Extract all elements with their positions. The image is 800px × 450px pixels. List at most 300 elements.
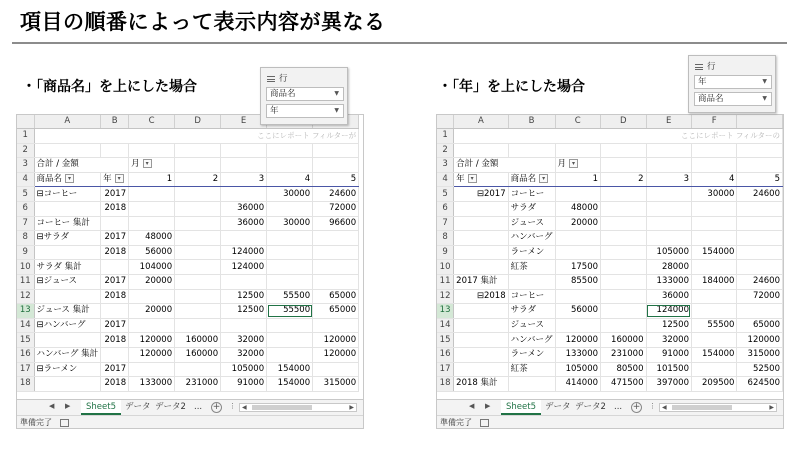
- value-cell[interactable]: 56000: [129, 245, 175, 260]
- value-cell[interactable]: [691, 289, 736, 304]
- value-cell[interactable]: 209500: [691, 377, 736, 392]
- value-cell[interactable]: [129, 216, 175, 231]
- rows-field-item[interactable]: 商品名 ▼: [266, 87, 344, 101]
- value-cell[interactable]: [313, 362, 359, 377]
- cell[interactable]: [221, 158, 267, 173]
- value-cell[interactable]: 184000: [691, 274, 736, 289]
- rows-field-item[interactable]: 年 ▼: [266, 104, 344, 118]
- row-label-cell[interactable]: サラダ: [508, 201, 555, 216]
- row-label-cell[interactable]: [454, 216, 508, 231]
- cell[interactable]: [691, 143, 736, 158]
- row-header[interactable]: 4: [437, 172, 454, 187]
- value-cell[interactable]: [129, 289, 175, 304]
- row-header[interactable]: 3: [437, 158, 454, 173]
- value-cell[interactable]: 154000: [691, 245, 736, 260]
- row-label-cell[interactable]: 2018: [101, 289, 129, 304]
- value-cell[interactable]: 471500: [601, 377, 646, 392]
- value-cell[interactable]: [646, 187, 691, 202]
- value-cell[interactable]: 414000: [555, 377, 600, 392]
- sheet-tab[interactable]: データ2: [575, 402, 606, 412]
- value-cell[interactable]: 36000: [221, 216, 267, 231]
- row-label-cell[interactable]: 2018 集計: [454, 377, 508, 392]
- month-header[interactable]: 4: [267, 172, 313, 187]
- scroll-left-icon[interactable]: ◀: [242, 404, 247, 411]
- row-field-header[interactable]: 年 ▾: [101, 172, 129, 187]
- filter-dropdown-icon[interactable]: ▾: [115, 174, 124, 183]
- month-header[interactable]: 2: [175, 172, 221, 187]
- row-header[interactable]: 1: [437, 129, 454, 144]
- column-header[interactable]: [737, 115, 783, 129]
- column-header[interactable]: B: [508, 115, 555, 129]
- row-label-cell[interactable]: 2018: [101, 245, 129, 260]
- cell[interactable]: [267, 158, 313, 173]
- tab-scroll-right-icon[interactable]: ▶: [485, 402, 491, 410]
- value-cell[interactable]: [129, 362, 175, 377]
- row-header[interactable]: 12: [437, 289, 454, 304]
- value-cell[interactable]: 154000: [267, 377, 313, 392]
- row-label-cell[interactable]: [454, 362, 508, 377]
- row-label-cell[interactable]: ジュース 集計: [34, 304, 101, 319]
- rows-field-item[interactable]: 商品名 ▼: [694, 92, 772, 106]
- value-cell[interactable]: 124000: [221, 260, 267, 275]
- month-header[interactable]: 1: [129, 172, 175, 187]
- select-all-corner[interactable]: [437, 115, 454, 129]
- value-cell[interactable]: [175, 187, 221, 202]
- column-header[interactable]: E: [221, 115, 267, 129]
- value-cell[interactable]: 315000: [737, 347, 783, 362]
- value-cell[interactable]: 120000: [313, 333, 359, 348]
- row-header[interactable]: 15: [437, 333, 454, 348]
- row-header[interactable]: 13: [17, 304, 34, 319]
- value-cell[interactable]: 80500: [601, 362, 646, 377]
- value-cell[interactable]: [691, 333, 736, 348]
- row-header[interactable]: 9: [17, 245, 34, 260]
- value-cell[interactable]: 96600: [313, 216, 359, 231]
- value-cell[interactable]: [175, 260, 221, 275]
- value-cell[interactable]: [691, 260, 736, 275]
- value-cell[interactable]: 65000: [313, 289, 359, 304]
- row-header[interactable]: 16: [17, 347, 34, 362]
- value-cell[interactable]: [221, 231, 267, 246]
- row-label-cell[interactable]: ラーメン: [508, 245, 555, 260]
- pivot-values-label[interactable]: 合計 / 金額: [454, 158, 555, 173]
- value-cell[interactable]: [691, 231, 736, 246]
- value-cell[interactable]: [129, 318, 175, 333]
- value-cell[interactable]: [601, 216, 646, 231]
- value-cell[interactable]: [175, 318, 221, 333]
- column-header[interactable]: A: [454, 115, 508, 129]
- month-header[interactable]: 1: [555, 172, 600, 187]
- row-label-cell[interactable]: [454, 201, 508, 216]
- value-cell[interactable]: 231000: [601, 347, 646, 362]
- value-cell[interactable]: [555, 245, 600, 260]
- value-cell[interactable]: [737, 201, 783, 216]
- value-cell[interactable]: [601, 304, 646, 319]
- cell[interactable]: [267, 143, 313, 158]
- row-label-cell[interactable]: [101, 347, 129, 362]
- row-header[interactable]: 10: [17, 260, 34, 275]
- month-header[interactable]: 5: [313, 172, 359, 187]
- row-header[interactable]: 7: [437, 216, 454, 231]
- filter-dropdown-icon[interactable]: ▾: [569, 159, 578, 168]
- value-cell[interactable]: [646, 216, 691, 231]
- row-label-cell[interactable]: ⊟サラダ: [34, 231, 101, 246]
- value-cell[interactable]: [737, 304, 783, 319]
- row-label-cell[interactable]: コーヒー 集計: [34, 216, 101, 231]
- sheet-tab[interactable]: Sheet5: [81, 400, 121, 415]
- value-cell[interactable]: [175, 201, 221, 216]
- macro-record-icon[interactable]: [60, 419, 69, 427]
- value-cell[interactable]: [267, 201, 313, 216]
- value-cell[interactable]: 12500: [221, 304, 267, 319]
- value-cell[interactable]: [221, 187, 267, 202]
- value-cell[interactable]: 85500: [555, 274, 600, 289]
- row-label-cell[interactable]: [101, 260, 129, 275]
- value-cell[interactable]: 72000: [313, 201, 359, 216]
- value-cell[interactable]: 133000: [129, 377, 175, 392]
- filter-dropdown-icon[interactable]: ▾: [65, 174, 74, 183]
- row-header[interactable]: 2: [17, 143, 34, 158]
- value-cell[interactable]: [646, 231, 691, 246]
- value-cell[interactable]: 65000: [313, 304, 359, 319]
- value-cell[interactable]: 55500: [267, 304, 313, 319]
- value-cell[interactable]: 52500: [737, 362, 783, 377]
- value-cell[interactable]: 120000: [555, 333, 600, 348]
- value-cell[interactable]: [267, 333, 313, 348]
- row-label-cell[interactable]: 2018: [101, 377, 129, 392]
- row-header[interactable]: 18: [437, 377, 454, 392]
- row-label-cell[interactable]: ハンバーグ 集計: [34, 347, 101, 362]
- value-cell[interactable]: 105000: [221, 362, 267, 377]
- value-cell[interactable]: 315000: [313, 377, 359, 392]
- row-header[interactable]: 14: [437, 318, 454, 333]
- row-header[interactable]: 6: [17, 201, 34, 216]
- value-cell[interactable]: [555, 187, 600, 202]
- row-header[interactable]: 8: [17, 231, 34, 246]
- column-header[interactable]: D: [601, 115, 646, 129]
- value-cell[interactable]: 55500: [691, 318, 736, 333]
- value-cell[interactable]: [267, 260, 313, 275]
- value-cell[interactable]: [646, 201, 691, 216]
- row-label-cell[interactable]: [34, 333, 101, 348]
- row-label-cell[interactable]: ラーメン: [508, 347, 555, 362]
- row-header[interactable]: 9: [437, 245, 454, 260]
- row-label-cell[interactable]: [34, 201, 101, 216]
- value-cell[interactable]: 91000: [221, 377, 267, 392]
- row-label-cell[interactable]: サラダ 集計: [34, 260, 101, 275]
- value-cell[interactable]: 20000: [555, 216, 600, 231]
- row-header[interactable]: 4: [17, 172, 34, 187]
- value-cell[interactable]: 32000: [221, 347, 267, 362]
- row-field-header[interactable]: 商品名 ▾: [508, 172, 555, 187]
- value-cell[interactable]: [601, 289, 646, 304]
- row-label-cell[interactable]: 2017: [101, 318, 129, 333]
- value-cell[interactable]: [313, 318, 359, 333]
- column-field-header[interactable]: 月 ▾: [555, 158, 600, 173]
- cell[interactable]: [737, 158, 783, 173]
- value-cell[interactable]: [175, 231, 221, 246]
- sheet-tab[interactable]: データ2: [155, 402, 186, 412]
- horizontal-scrollbar[interactable]: [239, 403, 357, 412]
- tab-splitter-icon[interactable]: ⋮: [649, 402, 656, 410]
- value-cell[interactable]: 154000: [691, 347, 736, 362]
- value-cell[interactable]: 30000: [267, 187, 313, 202]
- value-cell[interactable]: [313, 260, 359, 275]
- column-header[interactable]: C: [555, 115, 600, 129]
- value-cell[interactable]: 24600: [313, 187, 359, 202]
- column-header[interactable]: F: [691, 115, 736, 129]
- row-header[interactable]: 2: [437, 143, 454, 158]
- value-cell[interactable]: [601, 260, 646, 275]
- value-cell[interactable]: 48000: [129, 231, 175, 246]
- value-cell[interactable]: 24600: [737, 187, 783, 202]
- row-header[interactable]: 11: [437, 274, 454, 289]
- month-header[interactable]: 4: [691, 172, 736, 187]
- value-cell[interactable]: 154000: [267, 362, 313, 377]
- cell[interactable]: [221, 143, 267, 158]
- row-header[interactable]: 7: [17, 216, 34, 231]
- cell[interactable]: [34, 143, 101, 158]
- row-label-cell[interactable]: 紅茶: [508, 362, 555, 377]
- value-cell[interactable]: [601, 318, 646, 333]
- cell[interactable]: [313, 158, 359, 173]
- sheet-tab[interactable]: データ: [545, 402, 571, 412]
- value-cell[interactable]: 72000: [737, 289, 783, 304]
- row-header[interactable]: 17: [17, 362, 34, 377]
- row-label-cell[interactable]: コーヒー: [508, 187, 555, 202]
- value-cell[interactable]: [555, 289, 600, 304]
- sheet-tab[interactable]: ...: [614, 402, 623, 412]
- row-header[interactable]: 5: [437, 187, 454, 202]
- value-cell[interactable]: [313, 245, 359, 260]
- value-cell[interactable]: 624500: [737, 377, 783, 392]
- value-cell[interactable]: [175, 216, 221, 231]
- cell[interactable]: [691, 158, 736, 173]
- value-cell[interactable]: 36000: [221, 201, 267, 216]
- row-header[interactable]: 11: [17, 274, 34, 289]
- value-cell[interactable]: [737, 245, 783, 260]
- value-cell[interactable]: [691, 362, 736, 377]
- row-header[interactable]: 15: [17, 333, 34, 348]
- value-cell[interactable]: 397000: [646, 377, 691, 392]
- value-cell[interactable]: [313, 274, 359, 289]
- row-label-cell[interactable]: ⊟ジュース: [34, 274, 101, 289]
- row-label-cell[interactable]: [101, 216, 129, 231]
- value-cell[interactable]: [129, 187, 175, 202]
- add-sheet-icon[interactable]: +: [632, 402, 641, 412]
- cell[interactable]: [737, 143, 783, 158]
- value-cell[interactable]: 124000: [646, 304, 691, 319]
- cell[interactable]: [601, 158, 646, 173]
- scroll-thumb[interactable]: [252, 405, 312, 410]
- tab-splitter-icon[interactable]: ⋮: [229, 402, 236, 410]
- row-label-cell[interactable]: コーヒー: [508, 289, 555, 304]
- row-label-cell[interactable]: 2017: [101, 362, 129, 377]
- row-header[interactable]: 16: [437, 347, 454, 362]
- sheet-tab[interactable]: ...: [194, 402, 203, 412]
- row-label-cell[interactable]: [454, 245, 508, 260]
- value-cell[interactable]: 36000: [646, 289, 691, 304]
- value-cell[interactable]: [601, 201, 646, 216]
- value-cell[interactable]: [601, 187, 646, 202]
- value-cell[interactable]: 101500: [646, 362, 691, 377]
- row-header[interactable]: 13: [437, 304, 454, 319]
- value-cell[interactable]: 17500: [555, 260, 600, 275]
- value-cell[interactable]: 12500: [221, 289, 267, 304]
- value-cell[interactable]: 12500: [646, 318, 691, 333]
- sheet-tab[interactable]: データ: [125, 402, 151, 412]
- cell[interactable]: [175, 158, 221, 173]
- row-header[interactable]: 14: [17, 318, 34, 333]
- row-label-cell[interactable]: [508, 377, 555, 392]
- value-cell[interactable]: 65000: [737, 318, 783, 333]
- value-cell[interactable]: 30000: [267, 216, 313, 231]
- month-header[interactable]: 5: [737, 172, 783, 187]
- row-label-cell[interactable]: 2017: [101, 187, 129, 202]
- value-cell[interactable]: [691, 304, 736, 319]
- value-cell[interactable]: [267, 347, 313, 362]
- value-cell[interactable]: [555, 231, 600, 246]
- month-header[interactable]: 3: [221, 172, 267, 187]
- add-sheet-icon[interactable]: +: [212, 402, 221, 412]
- column-field-header[interactable]: 月 ▾: [129, 158, 175, 173]
- row-label-cell[interactable]: ジュース: [508, 216, 555, 231]
- tab-scroll-left-icon[interactable]: ◀: [49, 402, 55, 410]
- value-cell[interactable]: [267, 245, 313, 260]
- cell[interactable]: [601, 143, 646, 158]
- value-cell[interactable]: 91000: [646, 347, 691, 362]
- value-cell[interactable]: [175, 274, 221, 289]
- cell[interactable]: [175, 143, 221, 158]
- scroll-left-icon[interactable]: ◀: [662, 404, 667, 411]
- scroll-right-icon[interactable]: ▶: [769, 404, 774, 411]
- row-label-cell[interactable]: [508, 274, 555, 289]
- value-cell[interactable]: [737, 260, 783, 275]
- value-cell[interactable]: 120000: [129, 333, 175, 348]
- value-cell[interactable]: [601, 274, 646, 289]
- value-cell[interactable]: 48000: [555, 201, 600, 216]
- row-label-cell[interactable]: 2017 集計: [454, 274, 508, 289]
- scroll-thumb[interactable]: [672, 405, 732, 410]
- pivot-values-label[interactable]: 合計 / 金額: [34, 158, 129, 173]
- value-cell[interactable]: [737, 231, 783, 246]
- value-cell[interactable]: 133000: [646, 274, 691, 289]
- column-header[interactable]: E: [646, 115, 691, 129]
- cell[interactable]: [129, 143, 175, 158]
- row-label-cell[interactable]: 2017: [101, 231, 129, 246]
- row-header[interactable]: 10: [437, 260, 454, 275]
- value-cell[interactable]: 20000: [129, 274, 175, 289]
- tab-scroll-left-icon[interactable]: ◀: [469, 402, 475, 410]
- value-cell[interactable]: 105000: [555, 362, 600, 377]
- cell[interactable]: [454, 143, 508, 158]
- cell[interactable]: [646, 158, 691, 173]
- cell[interactable]: [508, 143, 555, 158]
- value-cell[interactable]: 124000: [221, 245, 267, 260]
- row-header[interactable]: 3: [17, 158, 34, 173]
- value-cell[interactable]: 32000: [221, 333, 267, 348]
- column-header[interactable]: C: [129, 115, 175, 129]
- row-label-cell[interactable]: [101, 304, 129, 319]
- scroll-right-icon[interactable]: ▶: [349, 404, 354, 411]
- row-label-cell[interactable]: ジュース: [508, 318, 555, 333]
- value-cell[interactable]: 231000: [175, 377, 221, 392]
- value-cell[interactable]: [691, 216, 736, 231]
- value-cell[interactable]: 20000: [129, 304, 175, 319]
- filter-dropdown-icon[interactable]: ▾: [143, 159, 152, 168]
- value-cell[interactable]: 104000: [129, 260, 175, 275]
- value-cell[interactable]: [221, 274, 267, 289]
- row-label-cell[interactable]: [34, 245, 101, 260]
- row-label-cell[interactable]: [454, 304, 508, 319]
- row-field-header[interactable]: 年 ▾: [454, 172, 508, 187]
- month-header[interactable]: 2: [601, 172, 646, 187]
- row-header[interactable]: 5: [17, 187, 34, 202]
- value-cell[interactable]: [175, 362, 221, 377]
- row-label-cell[interactable]: [34, 377, 101, 392]
- row-label-cell[interactable]: ⊟ラーメン: [34, 362, 101, 377]
- row-label-cell[interactable]: [454, 260, 508, 275]
- value-cell[interactable]: [601, 245, 646, 260]
- row-field-header[interactable]: 商品名 ▾: [34, 172, 101, 187]
- horizontal-scrollbar[interactable]: [659, 403, 777, 412]
- value-cell[interactable]: 160000: [175, 347, 221, 362]
- value-cell[interactable]: 120000: [313, 347, 359, 362]
- macro-record-icon[interactable]: [480, 419, 489, 427]
- row-header[interactable]: 6: [437, 201, 454, 216]
- row-label-cell[interactable]: ⊟2017: [454, 187, 508, 202]
- value-cell[interactable]: [221, 318, 267, 333]
- month-header[interactable]: 3: [646, 172, 691, 187]
- row-label-cell[interactable]: サラダ: [508, 304, 555, 319]
- row-header[interactable]: 1: [17, 129, 34, 144]
- rows-field-item[interactable]: 年 ▼: [694, 75, 772, 89]
- value-cell[interactable]: [129, 201, 175, 216]
- value-cell[interactable]: 55500: [267, 289, 313, 304]
- row-header[interactable]: 17: [437, 362, 454, 377]
- row-label-cell[interactable]: ハンバーグ: [508, 333, 555, 348]
- cell[interactable]: [646, 143, 691, 158]
- value-cell[interactable]: [175, 245, 221, 260]
- row-label-cell[interactable]: 紅茶: [508, 260, 555, 275]
- value-cell[interactable]: 30000: [691, 187, 736, 202]
- value-cell[interactable]: [175, 289, 221, 304]
- value-cell[interactable]: 32000: [646, 333, 691, 348]
- cell[interactable]: [555, 143, 600, 158]
- value-cell[interactable]: [267, 274, 313, 289]
- filter-dropdown-icon[interactable]: ▾: [468, 174, 477, 183]
- value-cell[interactable]: 160000: [601, 333, 646, 348]
- sheet-tab[interactable]: Sheet5: [501, 400, 541, 415]
- cell[interactable]: [313, 143, 359, 158]
- row-header[interactable]: 12: [17, 289, 34, 304]
- row-label-cell[interactable]: [454, 231, 508, 246]
- row-label-cell[interactable]: 2017: [101, 274, 129, 289]
- row-label-cell[interactable]: [454, 347, 508, 362]
- column-header[interactable]: D: [175, 115, 221, 129]
- value-cell[interactable]: 56000: [555, 304, 600, 319]
- row-label-cell[interactable]: [454, 333, 508, 348]
- value-cell[interactable]: 120000: [737, 333, 783, 348]
- row-label-cell[interactable]: 2018: [101, 333, 129, 348]
- value-cell[interactable]: [267, 318, 313, 333]
- value-cell[interactable]: 24600: [737, 274, 783, 289]
- value-cell[interactable]: 120000: [129, 347, 175, 362]
- filter-dropdown-icon[interactable]: ▾: [539, 174, 548, 183]
- value-cell[interactable]: [313, 231, 359, 246]
- value-cell[interactable]: [601, 231, 646, 246]
- value-cell[interactable]: 160000: [175, 333, 221, 348]
